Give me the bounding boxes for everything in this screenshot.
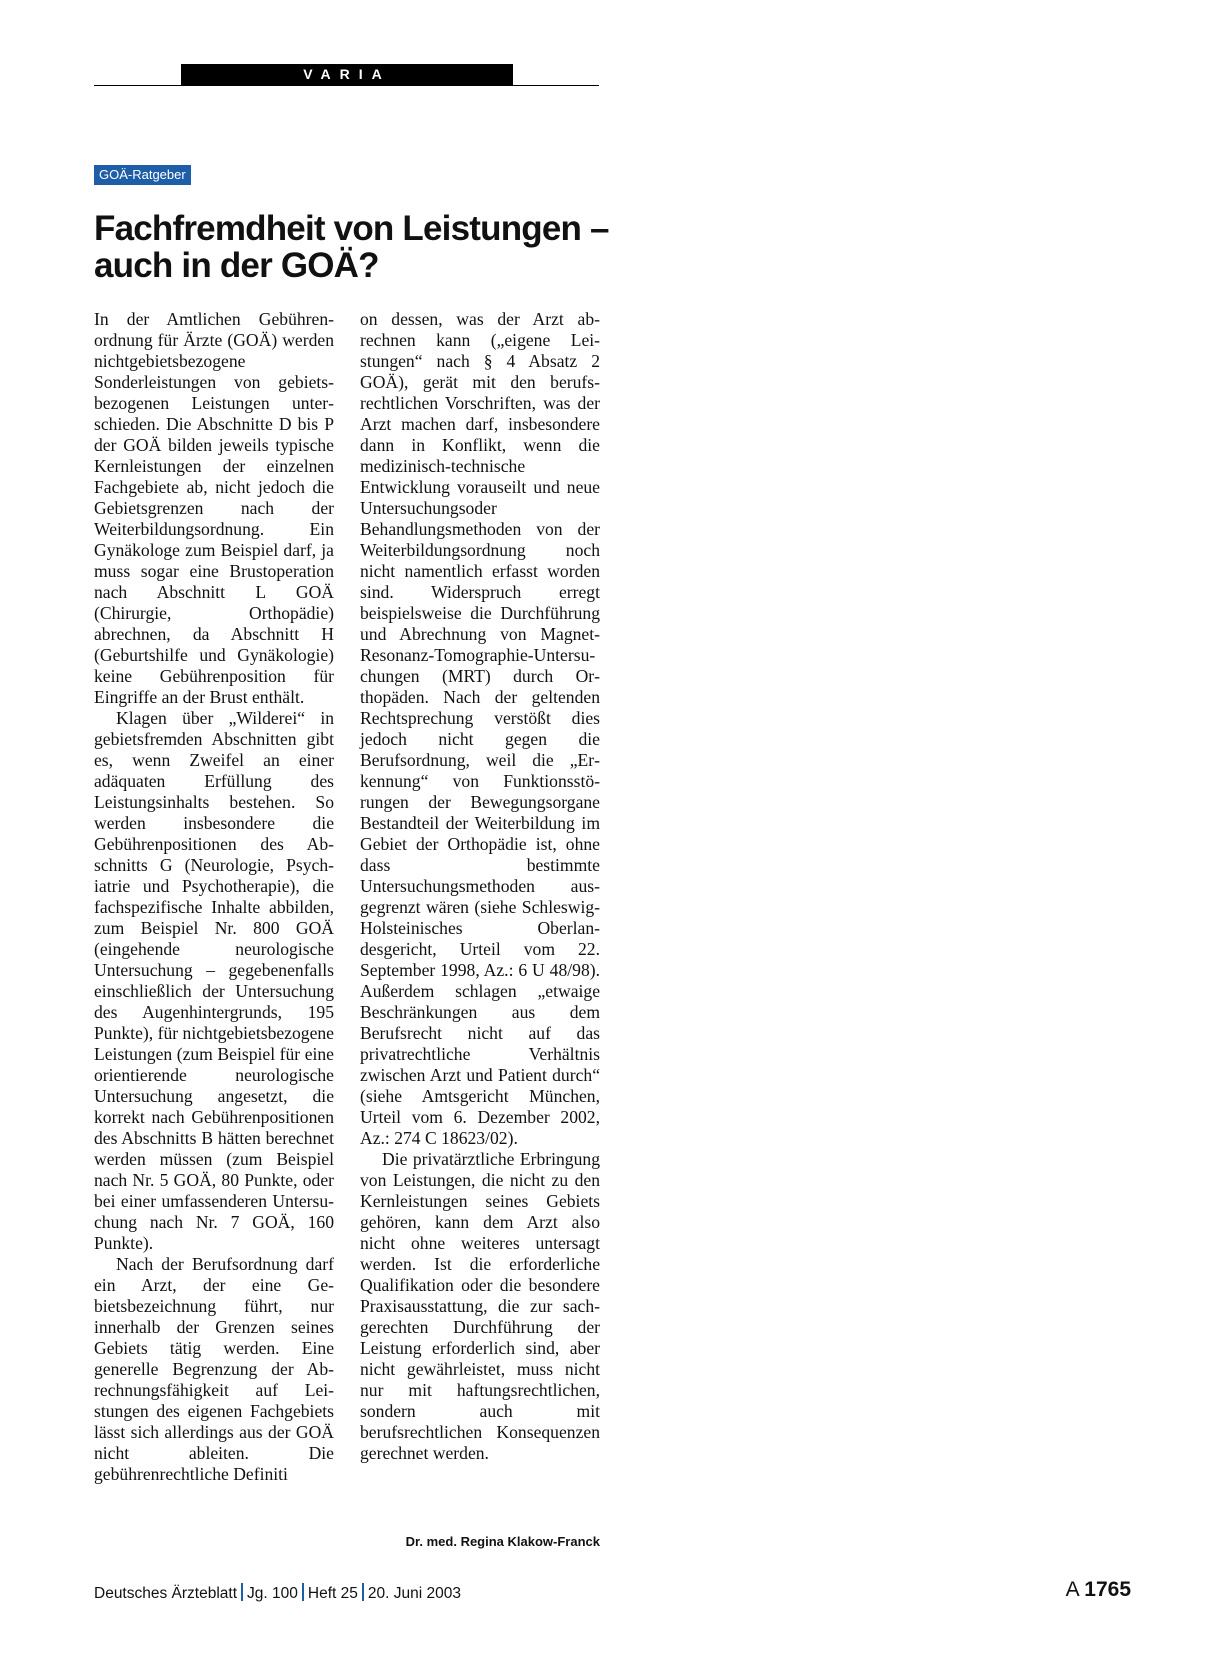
paragraph: In der Amtlichen Gebührenordnung für Ärzte (GOÄ) werden nichtgebietsbezogene Sonderleistungen von gebietsbezogenen Leistungen unterschieden. Die Abschnitte D bis P der GOÄ bilden jeweils typische Kernleistungen der einzelnen Fachgebiete ab, nicht jedoch die Gebietsgrenzen nach der Weiterbildungsordnung. Ein Gynäkologe zum Beispiel darf, ja muss sogar eine Brustoperation nach Abschnitt L GOÄ (Chirurgie, Orthopädie) abrechnen, da Abschnitt H (Geburtshilfe und Gynäkologie) keine Gebührenposition für Eingriffe an der Brust enthält. xyxy=(94,309,334,707)
journal-name: Deutsches Ärzteblatt xyxy=(94,1585,238,1602)
page-number-value: 1765 xyxy=(1084,1578,1131,1601)
article-column-left xyxy=(94,309,334,1485)
article-headline: Fachfremdheit von Leistungen – auch in der GOÄ? xyxy=(94,209,609,285)
volume: Jg. 100 xyxy=(247,1585,298,1602)
issue-date: 20. Juni 2003 xyxy=(367,1585,461,1602)
header-rule xyxy=(94,85,599,86)
paragraph: Klagen über „Wilderei“ in gebietsfremden Abschnitten gibt es, wenn Zweifel an einer adäquaten Erfüllung des Leistungsinhalts bestehen. So werden insbesondere die Gebührenpositionen des Abschnitts G (Neurologie, Psychiatrie und Psychotherapie), die fachspezifische Inhalte abbilden, zum Beispiel Nr. 800 GOÄ (eingehende neurologische Untersuchung – gegebenenfalls einschließlich der Untersuchung des Augenhintergrunds, 195 Punkte), für nichtgebietsbezogene Leistungen (zum Beispiel für eine orientierende neurologische Untersuchung angesetzt, die korrekt nach Gebührenpositionen des Abschnitts B hätten berechnet werden müssen (zum Beispiel nach Nr. 5 GOÄ, 80 Punkte, oder bei einer umfassenderen Untersuchung nach Nr. 7 GOÄ, 160 Punkte). xyxy=(94,708,334,1253)
issue: Heft 25 xyxy=(307,1585,358,1602)
author-byline: Dr. med. Regina Klakow-Franck xyxy=(405,1534,600,1549)
paragraph: on dessen, was der Arzt abrechnen kann („eigene Leistungen“ nach § 4 Absatz 2 GOÄ), gerät mit den berufsrechtlichen Vorschriften, was der Arzt machen darf, insbesondere dann in Konflikt, wenn die medizinisch-technische Entwicklung vorauseilt und neue Untersuchungsoder Behandlungsmethoden von der Weiterbildungsordnung noch nicht namentlich erfasst worden sind. Widerspruch erregt beispielsweise die Durchführung und Abrechnung von Magnet-Resonanz-Tomographie-Untersuchungen (MRT) durch Orthopäden. Nach der geltenden Rechtsprechung verstößt dies jedoch nicht gegen die Berufsordnung, weil die „Erkennung“ von Funktionsstörungen der Bewegungsorgane Bestandteil der Weiterbildung im Gebiet der Orthopädie ist, ohne dass bestimmte Untersuchungsmethoden ausgegrenzt wären (siehe Schleswig-Holsteinisches Oberlandesgericht, Urteil vom 22. September 1998, Az.: 6 U 48/98). Außerdem schlagen „etwaige Beschränkungen aus dem Berufsrecht nicht auf das privatrechtliche Verhältnis zwischen Arzt und Patient durch“ (siehe Amtsgericht München, Urteil vom 6. Dezember 2002, Az.: 274 C 18623/02). xyxy=(360,309,600,1148)
paragraph: Nach der Berufsordnung darf ein Arzt, der eine Gebietsbezeichnung führt, nur innerhalb der Grenzen seines Gebiets tätig werden. Eine generelle Begrenzung der Abrechnungsfähigkeit auf Leistungen des eigenen Fachgebiets lässt sich allerdings aus der GOÄ nicht ableiten. Die gebührenrechtliche Definiti xyxy=(94,1254,334,1484)
section-label: VARIA xyxy=(303,66,391,82)
paragraph: Die privatärztliche Erbringung von Leistungen, die nicht zu den Kernleistungen seines Gebiets gehören, kann dem Arzt also nicht ohne weiteres untersagt werden. Ist die erforderliche Qualifikation oder die besondere Praxisausstattung, die zur sachgerechten Durchführung der Leistung erforderlich sind, aber nicht gewährleistet, muss nicht nur mit haftungsrechtlichen, sondern auch mit berufsrechtlichen Konsequenzen gerechnet werden. xyxy=(360,1149,600,1463)
footer-separator xyxy=(241,1583,243,1601)
article-column-right xyxy=(360,309,600,1464)
section-header xyxy=(181,64,513,85)
footer-separator xyxy=(362,1583,364,1601)
footer xyxy=(94,1583,461,1603)
page-number xyxy=(1066,1578,1131,1602)
rubric-tag: GOÄ-Ratgeber xyxy=(94,165,191,185)
page-prefix: A xyxy=(1065,1578,1079,1601)
footer-separator xyxy=(302,1583,304,1601)
